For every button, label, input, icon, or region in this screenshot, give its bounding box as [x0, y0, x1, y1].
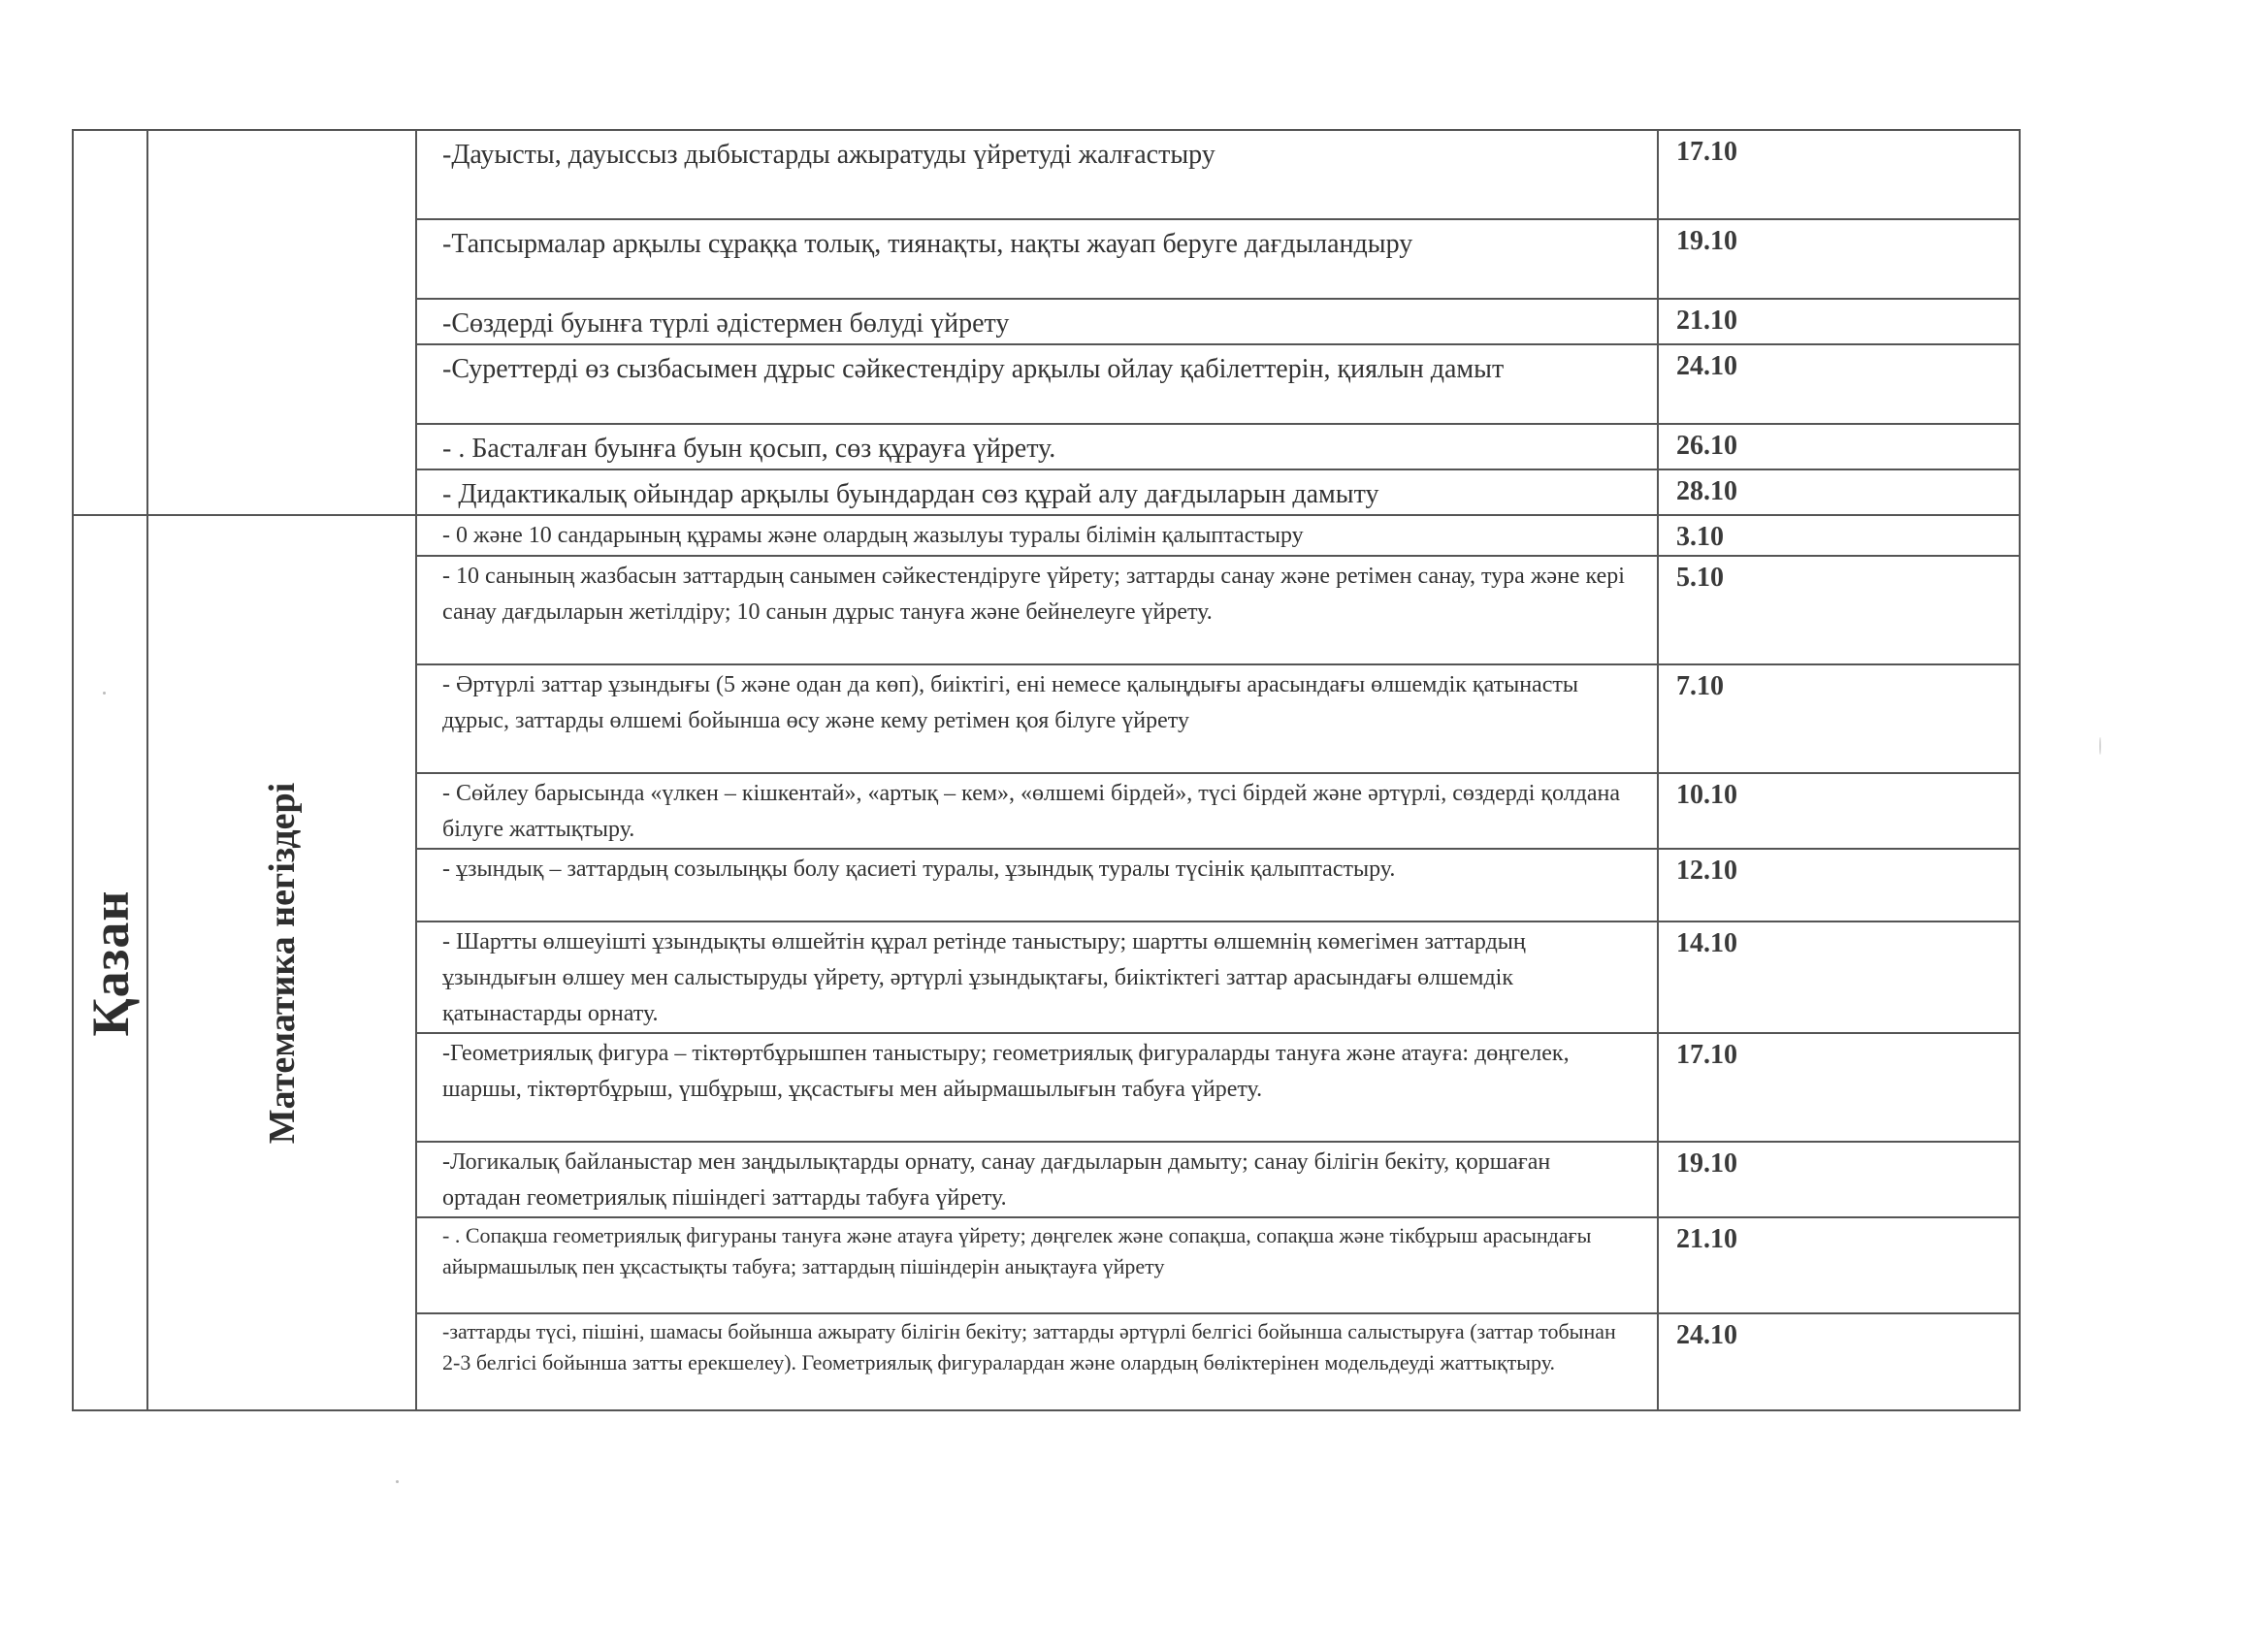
- subject-cell: [147, 515, 416, 1410]
- topic-cell: [416, 299, 1658, 344]
- subject-cell-empty: [147, 130, 416, 515]
- scan-speck: [2099, 737, 2101, 755]
- date-cell: [1658, 299, 2020, 344]
- topic-text: - Сөйлеу барысында «үлкен – кішкентай», «артық – кем», «өлшемі бірдей», түсі бірдей және әртүрлі, сөздерді қолдана білуге жаттықтыру.: [442, 781, 1621, 842]
- date-text: 17.10: [1676, 1040, 1737, 1070]
- date-cell: [1658, 922, 2020, 1033]
- date-text: 12.10: [1676, 856, 1737, 886]
- date-text: 21.10: [1676, 306, 1737, 336]
- topic-cell: [416, 1313, 1658, 1410]
- topic-text: -Логикалық байланыстар мен заңдылықтарды орнату, санау дағдыларын дамыту; санау білігін бекіту, қоршаған ортадан геометриялық пішіндегі заттарды табуға үйрету.: [442, 1149, 1551, 1211]
- table-row: [73, 130, 2020, 219]
- topic-text: - Дидактикалық ойындар арқылы буындардан сөз құрай алу дағдыларын дамыту: [442, 479, 1379, 509]
- date-text: 24.10: [1676, 351, 1737, 381]
- date-cell: [1658, 515, 2020, 556]
- topic-text: -заттарды түсі, пішіні, шамасы бойынша ажырату білігін бекіту; заттарды әртүрлі белгісі бойынша салыстыруға (заттар тобынан 2-3 белгісі бойынша затты ерекшелеу). Геометриялық фигуралардан және олардың бөліктерінен модельдеуді жаттықтыру.: [442, 1319, 1616, 1374]
- date-text: 5.10: [1676, 563, 1724, 593]
- topic-cell: [416, 1142, 1658, 1217]
- date-cell: [1658, 1142, 2020, 1217]
- date-text: 19.10: [1676, 1148, 1737, 1179]
- topic-text: -Геометриялық фигура – тіктөртбұрышпен таныстыру; геометриялық фигураларды тануға және атауға: дөңгелек, шаршы, тіктөртбұрыш, үшбұрыш, ұқсастығы мен айырмашылығын табуға үйрету.: [442, 1041, 1570, 1102]
- date-text: 10.10: [1676, 780, 1737, 810]
- topic-text: -Сөздерді буынға түрлі әдістермен бөлуді үйрету: [442, 308, 1010, 339]
- table-row: [73, 515, 2020, 556]
- date-cell: [1658, 556, 2020, 664]
- topic-cell: [416, 469, 1658, 515]
- date-text: 3.10: [1676, 522, 1724, 552]
- date-cell: [1658, 773, 2020, 849]
- date-cell: [1658, 469, 2020, 515]
- topic-cell: [416, 922, 1658, 1033]
- subject-label: Математика негіздері: [261, 782, 303, 1144]
- topic-cell: [416, 219, 1658, 299]
- topic-cell: [416, 424, 1658, 469]
- date-cell: [1658, 130, 2020, 219]
- scan-speck: [396, 1480, 399, 1483]
- topic-text: - Әртүрлі заттар ұзындығы (5 және одан да көп), биіктігі, ені немесе қалыңдығы арасындағы өлшемдік қатынасты дұрыс, заттарды өлшемі бойынша өсу және кему ретімен қоя білуге үйрету: [442, 672, 1578, 733]
- date-cell: [1658, 1313, 2020, 1410]
- topic-text: - 10 санының жазбасын заттардың санымен сәйкестендіруге үйрету; заттарды санау және ретімен санау, тура және кері санау дағдыларын жетілдіру; 10 санын дұрыс тануға және бейнелеуге үйрету.: [442, 564, 1625, 625]
- date-cell: [1658, 1217, 2020, 1313]
- scan-speck: [103, 692, 106, 695]
- month-cell-empty: [73, 130, 147, 515]
- topic-text: -Тапсырмалар арқылы сұраққа толық, тиянақты, нақты жауап беруге дағдыландыру: [442, 229, 1413, 259]
- date-text: 21.10: [1676, 1224, 1737, 1254]
- date-text: 26.10: [1676, 431, 1737, 461]
- topic-text: -Дауысты, дауыссыз дыбыстарды ажыратуды үйретуді жалғастыру: [442, 140, 1215, 170]
- topic-text: - 0 және 10 сандарының құрамы және олардың жазылуы туралы білімін қалыптастыру: [442, 523, 1304, 548]
- date-text: 19.10: [1676, 226, 1737, 256]
- date-cell: [1658, 664, 2020, 773]
- lesson-plan-table: [72, 129, 2021, 1411]
- month-label: Қазан: [81, 889, 140, 1036]
- topic-cell: [416, 344, 1658, 424]
- topic-cell: [416, 130, 1658, 219]
- month-cell: [73, 515, 147, 1410]
- date-text: 28.10: [1676, 476, 1737, 506]
- date-cell: [1658, 219, 2020, 299]
- date-text: 7.10: [1676, 671, 1724, 701]
- date-cell: [1658, 849, 2020, 922]
- date-text: 24.10: [1676, 1320, 1737, 1350]
- date-cell: [1658, 1033, 2020, 1142]
- topic-cell: [416, 515, 1658, 556]
- topic-text: - . Сопақша геометриялық фигураны тануға және атауға үйрету; дөңгелек және сопақша, сопақша және тікбұрыш арасындағы айырмашылық пен ұқсастықты табуға; заттардың пішіндерін анықтауға үйрету: [442, 1223, 1592, 1278]
- topic-text: -Суреттерді өз сызбасымен дұрыс сәйкестендіру арқылы ойлау қабілеттерін, қиялын дамыт: [442, 354, 1505, 384]
- date-cell: [1658, 344, 2020, 424]
- topic-cell: [416, 773, 1658, 849]
- topic-cell: [416, 1033, 1658, 1142]
- topic-cell: [416, 664, 1658, 773]
- topic-text: - . Басталған буынға буын қосып, сөз құрауға үйрету.: [442, 434, 1056, 464]
- date-text: 14.10: [1676, 928, 1737, 958]
- topic-cell: [416, 1217, 1658, 1313]
- topic-text: - ұзындық – заттардың созылыңқы болу қасиеті туралы, ұзындық туралы түсінік қалыптастыру.: [442, 857, 1396, 882]
- date-text: 17.10: [1676, 137, 1737, 167]
- topic-cell: [416, 556, 1658, 664]
- date-cell: [1658, 424, 2020, 469]
- topic-cell: [416, 849, 1658, 922]
- topic-text: - Шартты өлшеуішті ұзындықты өлшейтін құрал ретінде таныстыру; шартты өлшемнің көмегімен заттардың ұзындығын өлшеу мен салыстыруды үйрету, әртүрлі ұзындықтағы, биіктіктегі заттар арасындағы өлшемдік қатынастарды орнату.: [442, 929, 1526, 1026]
